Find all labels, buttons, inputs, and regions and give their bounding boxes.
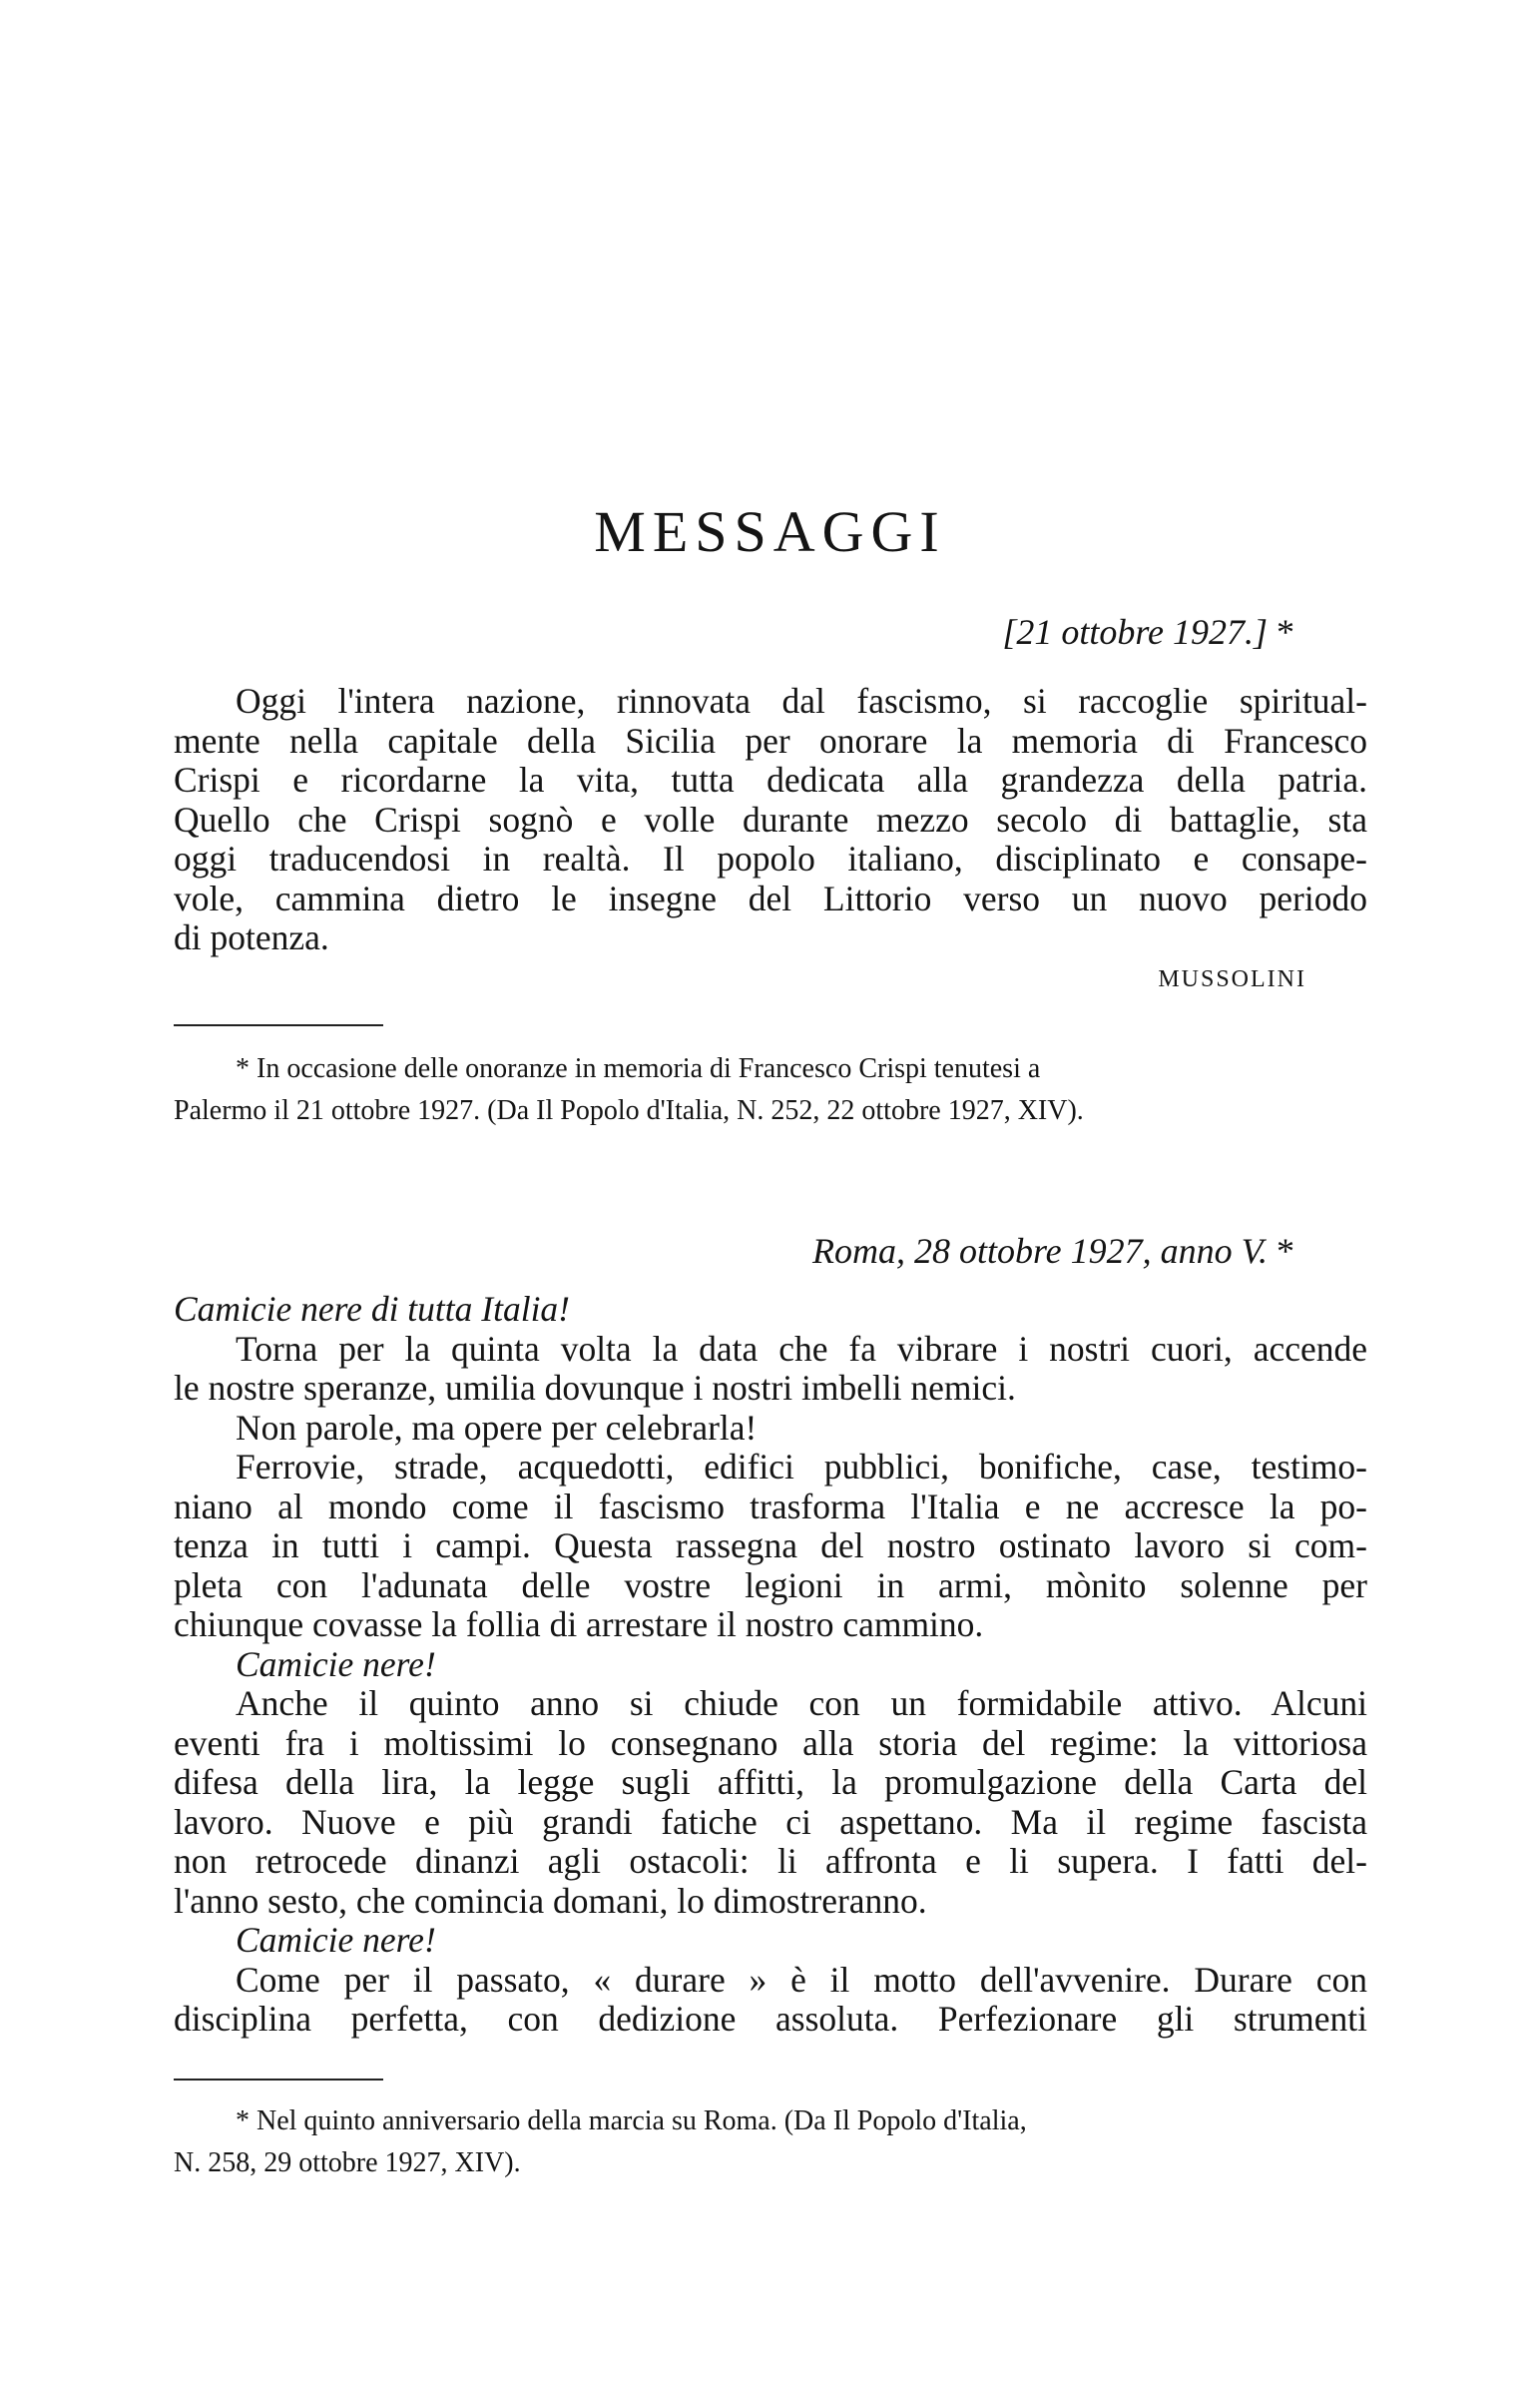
text-line: eventi fra i moltissimi lo consegnano alla storia del regime: la vittoriosa — [174, 1722, 1367, 1763]
message-1-date-text: [21 ottobre 1927.] — [1002, 612, 1268, 652]
text-line: le nostre speranze, umilia dovunque i nostri imbelli nemici. — [174, 1368, 1016, 1408]
footnote-line: N. 258, 29 ottobre 1927, XIV). — [174, 2147, 521, 2178]
footnote-line: Palermo il 21 ottobre 1927. (Da Il Popolo d'Italia, N. 252, 22 ottobre 1927, XIV). — [174, 1095, 1084, 1126]
text-line: mente nella capitale della Sicilia per onorare la memoria di Francesco — [174, 720, 1367, 761]
text-line: Oggi l'intera nazione, rinnovata dal fascismo, si raccoglie spiritual- — [236, 681, 1367, 721]
message-1-date — [1002, 611, 1294, 653]
footnote-line: * In occasione delle onoranze in memoria di Francesco Crispi tenutesi a — [236, 1053, 1041, 1084]
text-line: tenza in tutti i campi. Questa rassegna del nostro ostinato lavoro si com- — [174, 1525, 1367, 1565]
message-1-footnote — [174, 1048, 1367, 1132]
message-2-footnote — [174, 2100, 1367, 2184]
text-line: Anche il quinto anno si chiude con un formidabile attivo. Alcuni — [236, 1683, 1367, 1723]
text-line: oggi traducendosi in realtà. Il popolo italiano, disciplinato e consape- — [174, 839, 1367, 879]
page-title: MESSAGGI — [594, 498, 946, 564]
text-line: pleta con l'adunata delle vostre legioni in armi, mònito solenne per — [174, 1564, 1367, 1605]
text-line: Quello che Crispi sognò e volle durante mezzo secolo di battaglie, sta — [174, 799, 1367, 840]
footnote-rule — [174, 2079, 383, 2081]
text-line: difesa della lira, la legge sugli affitti, la promulgazione della Carta del — [174, 1762, 1367, 1802]
footnote-rule — [174, 1024, 383, 1026]
text-line: l'anno sesto, che comincia domani, lo dimostreranno. — [174, 1880, 927, 1921]
salutation: Camicie nere di tutta Italia! — [174, 1289, 571, 1329]
text-line: Crispi e ricordarne la vita, tutta dedicata alla grandezza della patria. — [174, 760, 1367, 800]
text-line: di potenza. — [174, 917, 329, 957]
message-1-footnote-mark: * — [1277, 612, 1294, 652]
text-line: Come per il passato, « durare » è il motto dell'avvenire. Durare con — [236, 1959, 1367, 2000]
message-2-date-text: Roma, 28 ottobre 1927, anno V. — [812, 1231, 1268, 1271]
message-2-date — [812, 1230, 1294, 1272]
text-line: niano al mondo come il fascismo trasforma l'Italia e ne accresce la po- — [174, 1486, 1367, 1526]
signature: MUSSOLINI — [1158, 966, 1306, 992]
footnote-line: * Nel quinto anniversario della marcia su Roma. (Da Il Popolo d'Italia, — [236, 2105, 1027, 2136]
exhortation: Camicie nere! — [236, 1920, 436, 1960]
text-line: Ferrovie, strade, acquedotti, edifici pubblici, bonifiche, case, testimo- — [236, 1447, 1367, 1487]
text-line: Torna per la quinta volta la data che fa vibrare i nostri cuori, accende — [236, 1328, 1367, 1369]
message-1-body — [174, 682, 1367, 958]
text-line: non retrocede dinanzi agli ostacoli: li affronta e li supera. I fatti del- — [174, 1841, 1367, 1881]
exhortation: Camicie nere! — [236, 1643, 436, 1684]
text-line: vole, cammina dietro le insegne del Littorio verso un nuovo periodo — [174, 878, 1367, 918]
message-2-footnote-mark: * — [1277, 1231, 1294, 1271]
text-line: disciplina perfetta, con dedizione assoluta. Perfezionare gli strumenti — [174, 1999, 1367, 2039]
text-line: Non parole, ma opere per celebrarla! — [236, 1407, 758, 1448]
message-2-body — [174, 1290, 1367, 2040]
text-line: chiunque covasse la follia di arrestare il nostro cammino. — [174, 1604, 984, 1644]
text-line: lavoro. Nuove e più grandi fatiche ci aspettano. Ma il regime fascista — [174, 1801, 1367, 1842]
